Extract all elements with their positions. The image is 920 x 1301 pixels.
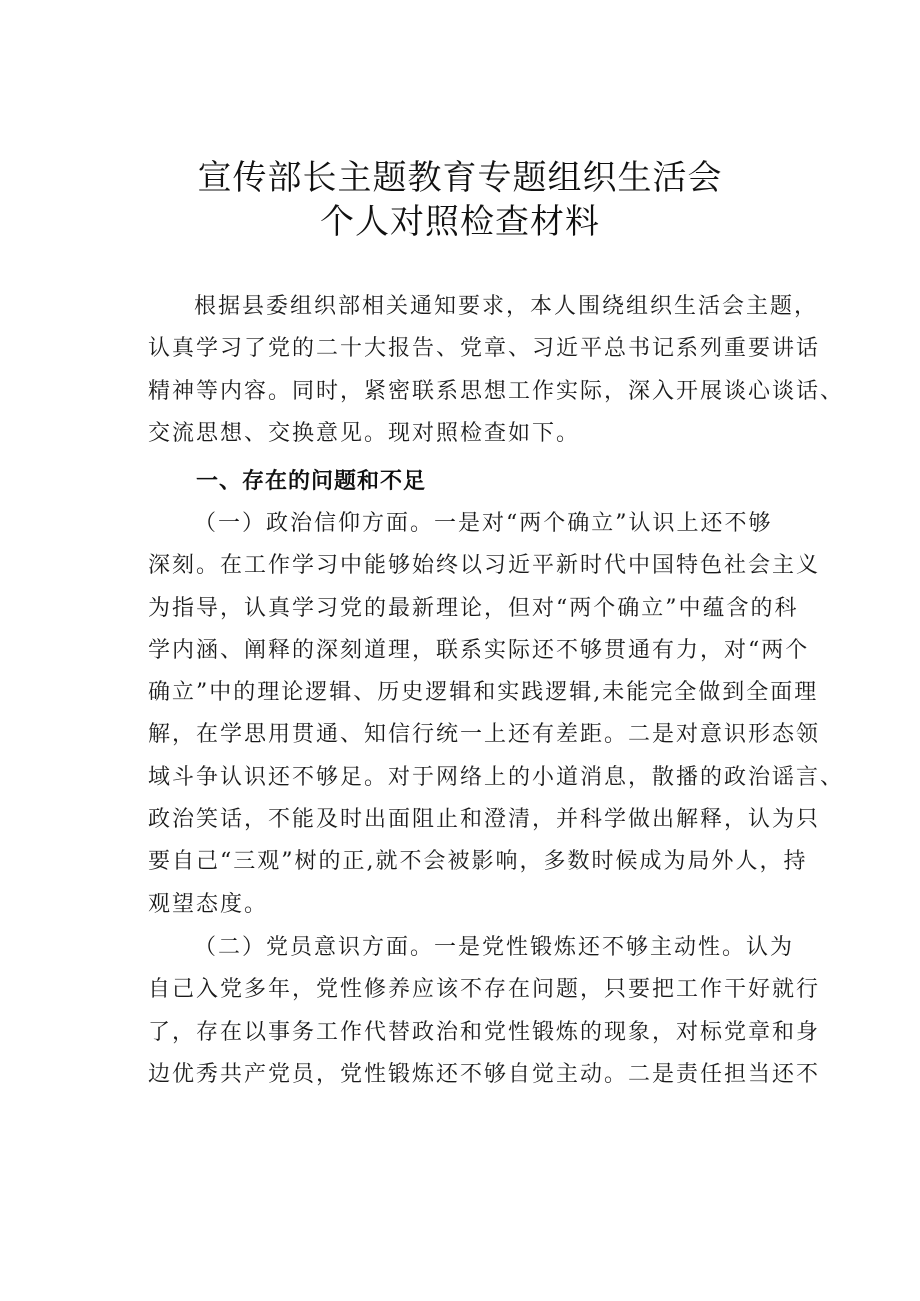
- party-awareness-paragraph: [148, 927, 821, 1096]
- paragraph-line: 确立”中的理论逻辑、历史逻辑和实践逻辑,未能完全做到全面理: [148, 680, 819, 706]
- intro-paragraph: [148, 286, 845, 455]
- paragraph-line: 边优秀共产党员，党性锻炼还不够自觉主动。二是责任担当还不: [148, 1061, 821, 1087]
- document-title-line-2: 个人对照检查材料: [320, 202, 600, 242]
- paragraph-line: 交流思想、交换意见。现对照检查如下。: [148, 420, 581, 446]
- document-title-line-1: 宣传部长主题教育专题组织生活会: [197, 158, 723, 198]
- paragraph-line: 深刻。在工作学习中能够始终以习近平新时代中国特色社会主义: [148, 553, 821, 579]
- paragraph-line: （一）政治信仰方面。一是对“两个确立”认识上还不够: [194, 511, 773, 536]
- section-heading: 一、存在的问题和不足: [196, 469, 427, 494]
- paragraph-line: 精神等内容。同时，紧密联系思想工作实际，深入开展谈心谈话、: [148, 378, 845, 404]
- paragraph-line: 观望态度。: [148, 891, 269, 917]
- paragraph-line: 了，存在以事务工作代替政治和党性锻炼的现象，对标党章和身: [148, 1019, 821, 1045]
- paragraph-line: 政治笑话，不能及时出面阻止和澄清，并科学做出解释，认为只: [148, 807, 821, 833]
- paragraph-line: 要自己“三观”树的正,就不会被影响，多数时候成为局外人，持: [148, 849, 808, 875]
- paragraph-line: 解，在学思用贯通、知信行统一上还有差距。二是对意识形态领: [148, 722, 821, 748]
- paragraph-line: 学内涵、阐释的深刻道理，联系实际还不够贯通有力，对“两个: [148, 637, 810, 663]
- paragraph-line: 自己入党多年，党性修养应该不存在问题，只要把工作干好就行: [148, 977, 821, 1003]
- paragraph-line: 域斗争认识还不够足。对于网络上的小道消息，散播的政治谣言、: [148, 764, 845, 790]
- political-belief-paragraph: [148, 503, 845, 926]
- paragraph-line: 为指导，认真学习党的最新理论，但对“两个确立”中蕴含的科: [148, 595, 799, 621]
- paragraph-line: 认真学习了党的二十大报告、党章、习近平总书记系列重要讲话: [148, 336, 821, 362]
- paragraph-line: 根据县委组织部相关通知要求，本人围绕组织生活会主题，: [194, 294, 819, 319]
- paragraph-line: （二）党员意识方面。一是党性锻炼还不够主动性。认为: [194, 935, 795, 960]
